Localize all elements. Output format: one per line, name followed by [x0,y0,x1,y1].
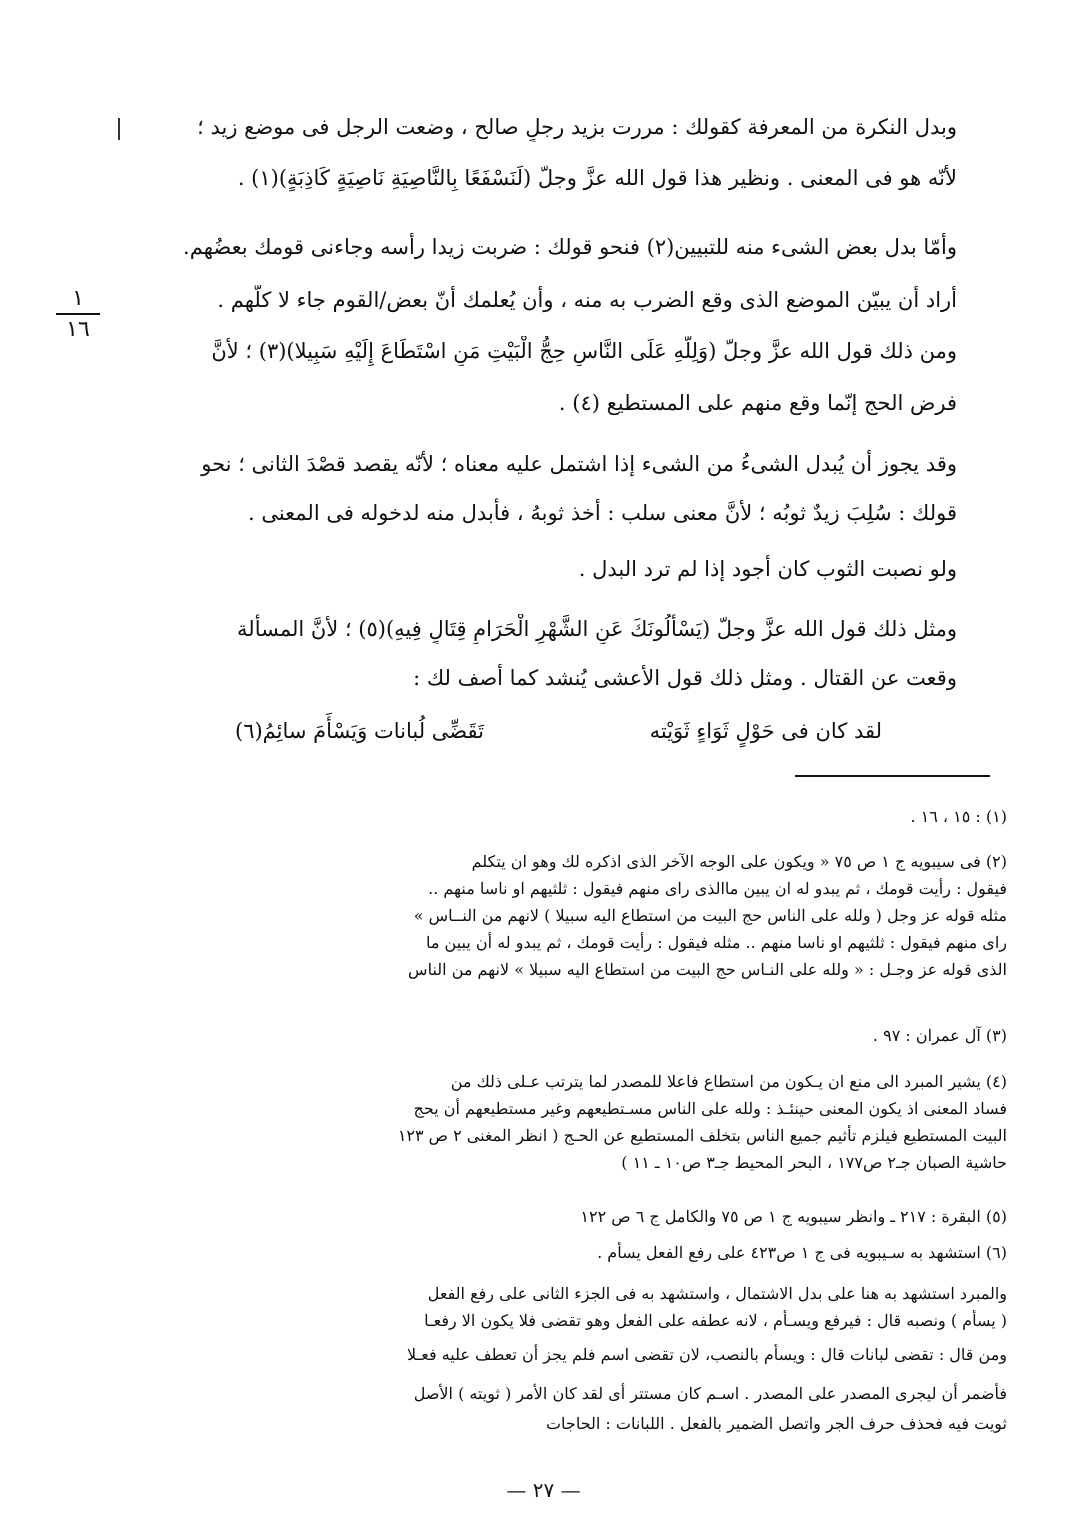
footnote-line: مثله قوله عز وجل ( ولله على الناس حج البيت من استطاع اليه سبيلا ) لانهم من النــاس » [413,906,1007,925]
main-text-line: فرض الحج إنّما وقع منهم على المستطيع (٤) . [558,391,957,415]
main-text-line: قولك : سُلِبَ زيدٌ ثوبُه ؛ لأنَّ معنى سلب : أخذ ثوبهُ ، فأبدل منه لدخوله فى المعنى . [247,501,957,525]
footnote-line: ( يسأم ) ونصبه قال : فيرفع ويسـأم ، لانه عطفه على الفعل وهو تقضى فلا يكون الا رفعـا [424,1311,1007,1330]
main-text-line: وقعت عن القتال . ومثل ذلك قول الأعشى يُنشد كما أصف لك : [413,666,957,690]
main-text-line: ولو نصبت الثوب كان أجود إذا لم ترد البدل . [578,557,957,581]
footnote-line: البيت المستطيع فيلزم تأثيم جميع الناس بتخلف المستطيع عن الحـج ( انظر المغنى ٢ ص ١٢٣ [397,1126,1007,1145]
footnote-line: فيقول : رأيت قومك ، ثم يبدو له ان يبين ماالذى راى منهم فيقول : ثلثيهم او ناسا منهم .. [428,879,1007,898]
footnote-line: راى منهم فيقول : ثلثيهم او ناسا منهم .. مثله فيقول : رأيت قومك ، ثم يبدو له أن يبين ما [426,933,1007,952]
main-text-line: أراد أن يبيّن الموضع الذى وقع الضرب به منه ، وأن يُعلمك أنّ بعض/القوم جاء لا كلّهم . [217,288,957,312]
footnote-line: فأضمر أن ليجرى المصدر على المصدر . اسـم كان مستتر أى لقد كان الأمر ( ثويته ) الأصل [413,1384,1007,1403]
margin-reference [48,286,108,342]
margin-ref-rule [56,313,100,315]
footnote-line: حاشية الصبان جـ٢ ص١٧٧ ، البحر المحيط جـ٣ ص١٠ ـ ١١ ) [621,1153,1007,1172]
main-text-line: لأنّه هو فى المعنى . ونظير هذا قول الله عزَّ وجلّ (لَنَسْفَعًا بِالنَّاصِيَةِ نَاصِيَةٍ كَاذِبَةٍ)(١) . [237,166,957,190]
footnote-line: (٣) آل عمران : ٩٧ . [872,1026,1007,1045]
main-text-line: وأمّا بدل بعض الشىء منه للتبيين(٢) فنحو قولك : ضربت زيدا رأسه وجاءنى قومك بعضُهم. [183,235,957,259]
verse-first-half: لقد كان فى حَوْلٍ ثَوَاءٍ ثَوَيْته [649,719,882,743]
footnote-line: (١) : ١٥ ، ١٦ . [910,807,1007,826]
margin-ref-bottom: ١٦ [66,317,90,342]
footnote-separator [795,775,990,777]
main-text-line: ومن ذلك قول الله عزَّ وجلّ (وَلِلَّهِ عَلَى النَّاسِ حِجُّ الْبَيْتِ مَنِ اسْتَطَاعَ إِلَيْهِ سَبِيلا)(٣) ؛ لأنَّ [211,339,957,363]
footnote-line: (٥) البقرة : ٢١٧ ـ وانظر سيبويه ج ١ ص ٧٥ والكامل ج ٦ ص ١٢٢ [580,1207,1007,1226]
main-text-line: وبدل النكرة من المعرفة كقولك : مررت بزيد رجلٍ صالح ، وضعت الرجل فى موضع زيد ؛ [197,115,957,139]
main-text-line: ومثل ذلك قول الله عزَّ وجلّ (يَسْأَلُونَكَ عَنِ الشَّهْرِ الْحَرَامِ قِتَالٍ فِيهِ)(٥) ؛ لأنَّ المسألة [237,617,957,641]
page-number: — ٢٧ — [506,1478,581,1502]
footnote-line: ومن قال : تقضى لبانات قال : ويسأم بالنصب، لان تقضى اسم فلم يجز أن تعطف عليه فعـلا [407,1345,1007,1364]
footnote-line: ثويت فيه فحذف حرف الجر واتصل الضمير بالفعل . اللبانات : الحاجات [545,1414,1007,1433]
footnote-line: والمبرد استشهد به هنا على بدل الاشتمال ، واستشهد به فى الجزء الثانى على رفع الفعل [427,1284,1007,1303]
footnote-line: (٢) فى سيبويه ج ١ ص ٧٥ « ويكون على الوجه الآخر الذى اذكره لك وهو ان يتكلم [471,852,1007,871]
footnote-line: (٤) يشير المبرد الى منع ان يـكون من استطاع فاعلا للمصدر لما يترتب عـلى ذلك من [450,1072,1007,1091]
footnote-line: (٦) استشهد به سـيبويه فى ج ١ ص٤٢٣ على رفع الفعل يسأم . [597,1243,1007,1262]
footnote-line: فساد المعنى اذ يكون المعنى حينئـذ : ولله على الناس مسـتطيعهم وغير مستطيعهم أن يحج [413,1099,1007,1118]
verse-second-half: تَقَضِّى لُبانات وَيَسْأَمَ سائِمُ(٦) [235,719,484,743]
margin-ref-top: ١ [72,286,84,311]
main-text-line: وقد يجوز أن يُبدل الشىءُ من الشىء إذا اشتمل عليه معناه ؛ لأنّه يقصد قصْدَ الثانى ؛ نحو [201,452,957,476]
footnote-line: الذى قوله عز وجـل : « ولله على النـاس حج البيت من استطاع اليه سبيلا » لانهم من الناس [408,960,1007,979]
